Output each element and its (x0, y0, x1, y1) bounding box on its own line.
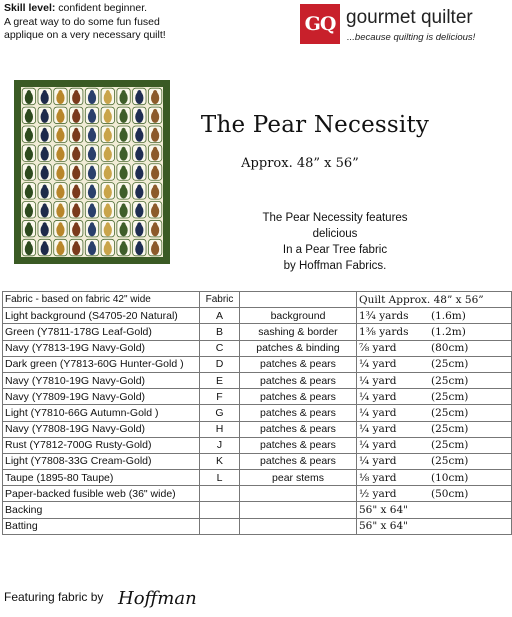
fabric-metric: (50cm) (431, 487, 469, 500)
description-rest: features delicious (312, 212, 408, 240)
pear-top (27, 166, 31, 172)
featuring-text: Featuring fabric by (4, 590, 104, 604)
header-quilt: Quilt Approx. 48” x 56” (357, 292, 512, 308)
pear-top (90, 128, 94, 134)
logo-tagline: ...because quilting is delicious! (347, 32, 476, 43)
pear-top (121, 147, 125, 153)
skill-description: A great way to do some fun fused applique on a very necessary quilt! (4, 15, 166, 41)
quilt-image (14, 80, 170, 264)
pear-top (74, 241, 78, 247)
pear-top (90, 184, 94, 190)
fabric-amount (357, 356, 512, 372)
header-fabric: Fabric - based on fabric 42" wide (3, 292, 200, 308)
fabric-use: patches & binding (240, 340, 357, 356)
pear-top (137, 90, 141, 96)
pattern-description (240, 210, 430, 274)
logo-name: gourmet quilter (346, 7, 473, 28)
hoffman-logo-text: Hoffman (118, 588, 196, 609)
pear-top (58, 147, 62, 153)
pattern-title: The Pear Necessity (200, 112, 430, 138)
fabric-use: sashing & border (240, 324, 357, 340)
fabric-amount (357, 405, 512, 421)
pear-top (90, 241, 94, 247)
pear-top (106, 241, 110, 247)
fabric-yards: ¼ yard (359, 374, 397, 387)
pear-top (58, 109, 62, 115)
fabric-requirements-table (2, 291, 512, 535)
fabric-name: Navy (Y7813-19G Navy-Gold) (3, 340, 200, 356)
pear-top (58, 128, 62, 134)
fabric-code: A (200, 308, 240, 324)
fabric-code: D (200, 356, 240, 372)
fabric-amount (357, 453, 512, 469)
fabric-use: patches & pears (240, 405, 357, 421)
fabric-name: Backing (3, 502, 200, 518)
pear-top (27, 109, 31, 115)
pear-top (137, 184, 141, 190)
fabric-code: J (200, 437, 240, 453)
fabric-code (200, 518, 240, 534)
pear-top (121, 241, 125, 247)
fabric-yards: ¼ yard (359, 358, 397, 371)
pear-top (58, 184, 62, 190)
fabric-metric: (25cm) (431, 358, 469, 371)
table-row (3, 308, 512, 324)
pear-top (42, 109, 46, 115)
pear-top (153, 241, 157, 247)
pear-top (137, 109, 141, 115)
fabric-name: Navy (Y7808-19G Navy-Gold) (3, 421, 200, 437)
skill-level-value: confident beginner. (55, 2, 148, 14)
pear-top (42, 166, 46, 172)
table-row (3, 372, 512, 388)
table-row (3, 470, 512, 486)
pear-top (74, 128, 78, 134)
pear-top (106, 184, 110, 190)
fabric-yards: ½ yard (359, 487, 397, 500)
fabric-amount (357, 470, 512, 486)
fabric-yards: ¼ yard (359, 423, 397, 436)
header-code: Fabric (200, 292, 240, 308)
table-row (3, 518, 512, 534)
pear-top (153, 147, 157, 153)
pear-top (42, 184, 46, 190)
fabric-amount (357, 518, 512, 534)
fabric-name: Navy (Y7809-19G Navy-Gold) (3, 389, 200, 405)
table-row (3, 324, 512, 340)
fabric-name: Light (Y7810-66G Autumn-Gold ) (3, 405, 200, 421)
fabric-amount (357, 502, 512, 518)
pear-top (42, 241, 46, 247)
pattern-size: Approx. 48” x 56” (241, 156, 359, 171)
fabric-yards: 56" x 64" (359, 520, 408, 533)
quilt-illustration (14, 80, 170, 264)
fabric-yards: 1⅜ yards (359, 325, 409, 338)
pear-top (153, 166, 157, 172)
pear-top (121, 184, 125, 190)
fabric-code: C (200, 340, 240, 356)
fabric-code: E (200, 372, 240, 388)
fabric-yards: ¼ yard (359, 406, 397, 419)
description-bold: The Pear Necessity (262, 212, 363, 224)
table-header-row (3, 292, 512, 308)
pear-top (137, 128, 141, 134)
fabric-name: Taupe (1895-80 Taupe) (3, 470, 200, 486)
fabric-yards: ¼ yard (359, 390, 397, 403)
fabric-use (240, 518, 357, 534)
pear-top (90, 222, 94, 228)
pear-top (42, 147, 46, 153)
pear-top (106, 203, 110, 209)
fabric-amount (357, 372, 512, 388)
fabric-name: Batting (3, 518, 200, 534)
pear-top (137, 222, 141, 228)
fabric-name: Dark green (Y7813-60G Hunter-Gold ) (3, 356, 200, 372)
fabric-code: B (200, 324, 240, 340)
fabric-use: patches & pears (240, 421, 357, 437)
table-row (3, 486, 512, 502)
pear-top (74, 109, 78, 115)
fabric-use: pear stems (240, 470, 357, 486)
pear-top (106, 128, 110, 134)
pear-top (153, 184, 157, 190)
fabric-use: patches & pears (240, 453, 357, 469)
pear-top (90, 147, 94, 153)
fabric-use (240, 502, 357, 518)
header-use (240, 292, 357, 308)
fabric-code: G (200, 405, 240, 421)
pear-top (42, 222, 46, 228)
pear-top (106, 166, 110, 172)
fabric-name: Navy (Y7810-19G Navy-Gold) (3, 372, 200, 388)
fabric-metric: (1.6m) (431, 309, 466, 322)
pear-top (27, 241, 31, 247)
table-row (3, 453, 512, 469)
pear-top (27, 203, 31, 209)
pear-top (121, 166, 125, 172)
skill-level-text (4, 2, 194, 43)
fabric-yards: ⅛ yard (359, 471, 397, 484)
fabric-yards: 56" x 64" (359, 504, 408, 517)
fabric-metric: (1.2m) (431, 325, 466, 338)
table-row (3, 502, 512, 518)
skill-level-label: Skill level: (4, 2, 56, 14)
pear-top (106, 109, 110, 115)
fabric-amount (357, 421, 512, 437)
pear-top (137, 166, 141, 172)
pear-top (153, 128, 157, 134)
pear-top (106, 222, 110, 228)
fabric-use: patches & pears (240, 372, 357, 388)
fabric-name: Paper-backed fusible web (36" wide) (3, 486, 200, 502)
pear-top (74, 166, 78, 172)
pear-top (74, 184, 78, 190)
gourmet-quilter-logo (300, 4, 505, 44)
fabric-metric: (25cm) (431, 455, 469, 468)
fabric-amount (357, 437, 512, 453)
table-row (3, 405, 512, 421)
pear-top (90, 166, 94, 172)
pear-top (27, 90, 31, 96)
fabric-use: patches & pears (240, 389, 357, 405)
description-line-3: by Hoffman Fabrics. (283, 260, 387, 272)
pear-top (74, 90, 78, 96)
pear-top (106, 90, 110, 96)
fabric-yards: ¼ yard (359, 455, 397, 468)
fabric-amount (357, 486, 512, 502)
fabric-metric: (10cm) (431, 471, 469, 484)
pear-top (58, 241, 62, 247)
fabric-use (240, 486, 357, 502)
fabric-code: L (200, 470, 240, 486)
hoffman-logo (116, 582, 196, 612)
pear-top (90, 90, 94, 96)
fabric-use: background (240, 308, 357, 324)
fabric-metric: (25cm) (431, 423, 469, 436)
fabric-amount (357, 324, 512, 340)
pear-top (90, 109, 94, 115)
pear-top (27, 128, 31, 134)
pear-top (74, 203, 78, 209)
fabric-code: H (200, 421, 240, 437)
pear-top (121, 203, 125, 209)
pear-top (90, 203, 94, 209)
fabric-use: patches & pears (240, 356, 357, 372)
table-row (3, 356, 512, 372)
hoffman-logo-mark (116, 582, 196, 612)
fabric-name: Rust (Y7812-700G Rusty-Gold) (3, 437, 200, 453)
table-row (3, 437, 512, 453)
pear-top (27, 147, 31, 153)
pear-top (121, 109, 125, 115)
pear-top (42, 203, 46, 209)
pear-top (137, 241, 141, 247)
pear-top (121, 90, 125, 96)
pear-top (58, 90, 62, 96)
pear-top (121, 222, 125, 228)
fabric-amount (357, 308, 512, 324)
fabric-name: Light (Y7808-33G Cream-Gold) (3, 453, 200, 469)
pear-top (153, 203, 157, 209)
fabric-amount (357, 340, 512, 356)
pear-top (58, 203, 62, 209)
fabric-metric: (80cm) (431, 342, 469, 355)
table-row (3, 340, 512, 356)
pear-top (74, 147, 78, 153)
pear-top (58, 166, 62, 172)
pear-top (42, 90, 46, 96)
description-line-2: In a Pear Tree fabric (282, 244, 388, 256)
fabric-yards: ⅞ yard (359, 342, 397, 355)
fabric-metric: (25cm) (431, 374, 469, 387)
fabric-code: F (200, 389, 240, 405)
pear-top (27, 222, 31, 228)
pear-top (153, 222, 157, 228)
fabric-name: Light background (S4705-20 Natural) (3, 308, 200, 324)
fabric-code (200, 502, 240, 518)
table-row (3, 389, 512, 405)
fabric-yards: ¼ yard (359, 439, 397, 452)
fabric-metric: (25cm) (431, 406, 469, 419)
fabric-metric: (25cm) (431, 390, 469, 403)
pear-top (137, 147, 141, 153)
fabric-name: Green (Y7811-178G Leaf-Gold) (3, 324, 200, 340)
pear-top (58, 222, 62, 228)
fabric-code: K (200, 453, 240, 469)
pear-top (106, 147, 110, 153)
pear-top (74, 222, 78, 228)
fabric-yards: 1¾ yards (359, 309, 409, 322)
fabric-use: patches & pears (240, 437, 357, 453)
pear-top (137, 203, 141, 209)
table-row (3, 421, 512, 437)
fabric-amount (357, 389, 512, 405)
pear-top (153, 90, 157, 96)
fabric-metric: (25cm) (431, 439, 469, 452)
pear-top (27, 184, 31, 190)
fabric-code (200, 486, 240, 502)
pear-top (153, 109, 157, 115)
pear-top (42, 128, 46, 134)
gq-logo-mark: GQ (300, 4, 340, 44)
pear-top (121, 128, 125, 134)
